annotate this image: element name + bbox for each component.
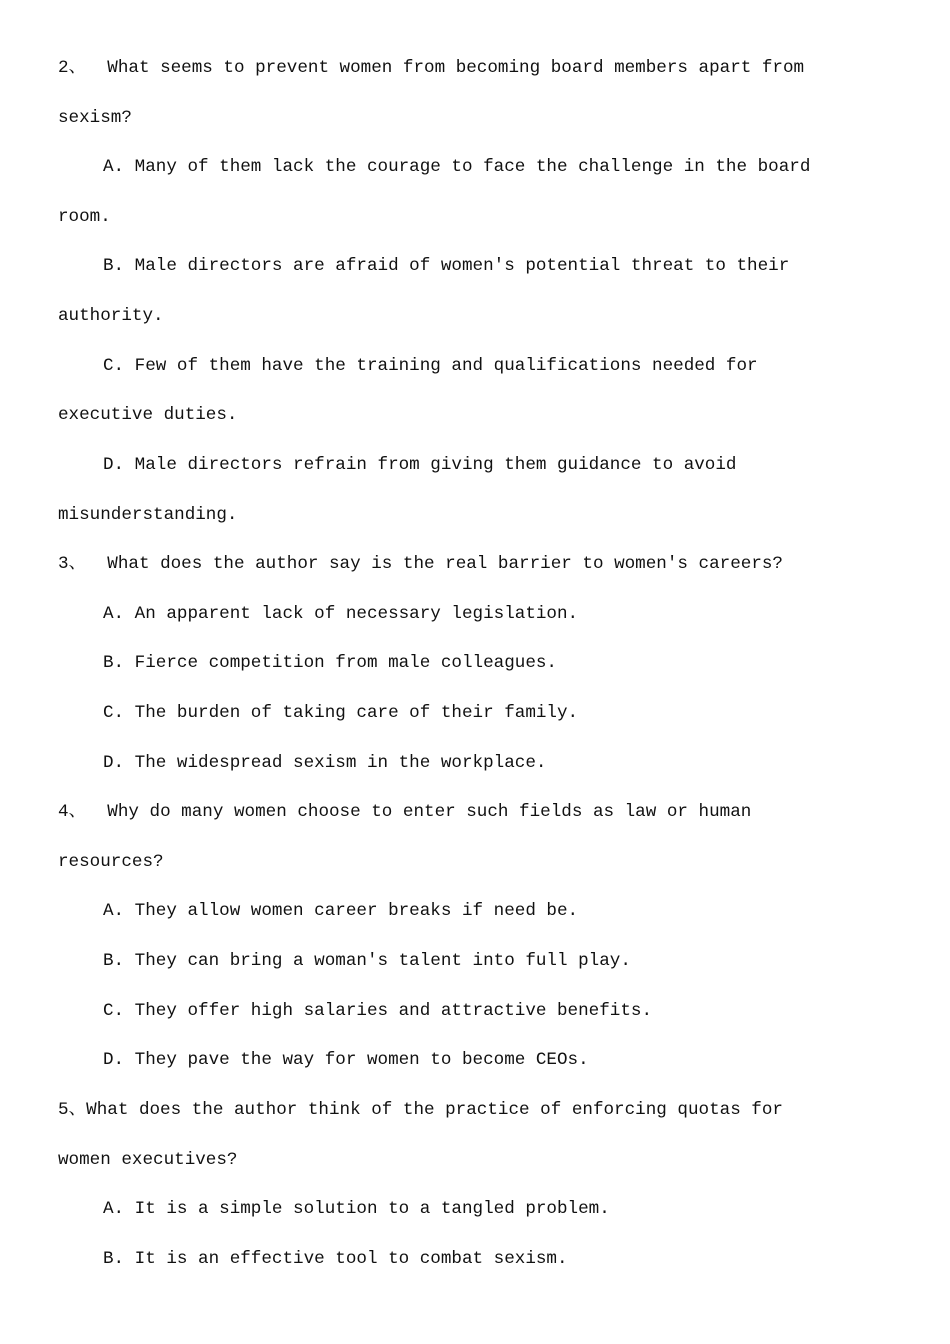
question-3-stem-text: What does the author say is the real barrier to women's careers? bbox=[107, 554, 783, 574]
question-5-stem-line-1 bbox=[58, 1099, 783, 1121]
question-2-option-c-cont: executive duties. bbox=[58, 405, 238, 425]
question-3-option-d: D. The widespread sexism in the workplace. bbox=[103, 753, 547, 773]
question-2-option-d: D. Male directors refrain from giving them guidance to avoid bbox=[103, 455, 737, 475]
question-2-stem-line-1 bbox=[58, 57, 804, 79]
question-5-stem-line-2: women executives? bbox=[58, 1150, 238, 1170]
question-2-option-b: B. Male directors are afraid of women's potential threat to their bbox=[103, 256, 790, 276]
question-3-option-a: A. An apparent lack of necessary legislation. bbox=[103, 604, 579, 624]
question-2-option-c: C. Few of them have the training and qualifications needed for bbox=[103, 356, 758, 376]
question-2-option-b-cont: authority. bbox=[58, 306, 164, 326]
question-4-option-a: A. They allow women career breaks if need be. bbox=[103, 901, 579, 921]
question-5-number: 5、 bbox=[58, 1100, 87, 1120]
question-4-stem-line-1 bbox=[58, 801, 751, 823]
question-2-number: 2、 bbox=[58, 58, 87, 78]
question-4-option-d: D. They pave the way for women to become CEOs. bbox=[103, 1050, 589, 1070]
question-5-option-a: A. It is a simple solution to a tangled problem. bbox=[103, 1199, 610, 1219]
question-4-number: 4、 bbox=[58, 802, 87, 822]
question-4-stem-text: Why do many women choose to enter such fields as law or human bbox=[107, 802, 752, 822]
question-5-stem-text: What does the author think of the practice of enforcing quotas for bbox=[86, 1100, 783, 1120]
question-2-option-a: A. Many of them lack the courage to face the challenge in the board bbox=[103, 157, 811, 177]
question-3-option-b: B. Fierce competition from male colleagues. bbox=[103, 653, 557, 673]
question-2-stem-line-2: sexism? bbox=[58, 108, 132, 128]
question-2-option-a-cont: room. bbox=[58, 207, 111, 227]
question-3-stem-line-1 bbox=[58, 553, 783, 575]
question-5-option-b: B. It is an effective tool to combat sexism. bbox=[103, 1249, 568, 1269]
question-2-option-d-cont: misunderstanding. bbox=[58, 505, 238, 525]
question-3-number: 3、 bbox=[58, 554, 87, 574]
question-4-stem-line-2: resources? bbox=[58, 852, 164, 872]
question-2-stem-text: What seems to prevent women from becoming board members apart from bbox=[107, 58, 805, 78]
question-4-option-c: C. They offer high salaries and attractive benefits. bbox=[103, 1001, 653, 1021]
question-3-option-c: C. The burden of taking care of their family. bbox=[103, 703, 579, 723]
question-4-option-b: B. They can bring a woman's talent into full play. bbox=[103, 951, 631, 971]
